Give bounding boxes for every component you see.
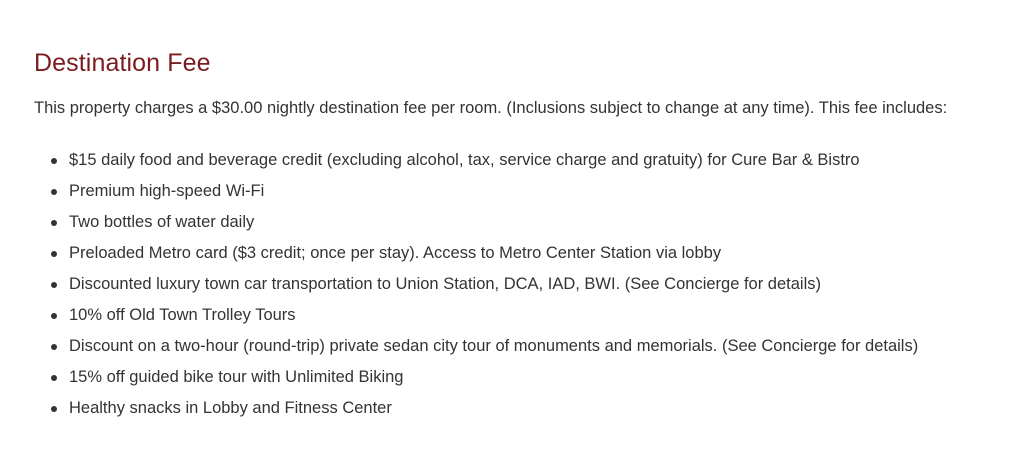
list-item-text: Healthy snacks in Lobby and Fitness Center <box>69 399 392 417</box>
list-item <box>34 393 1004 424</box>
section-title: Destination Fee <box>34 49 211 77</box>
bullet-icon <box>51 375 57 381</box>
list-item <box>34 176 1004 207</box>
bullet-icon <box>51 313 57 319</box>
list-item-text: Discounted luxury town car transportation to Union Station, DCA, IAD, BWI. (See Concierge for details) <box>69 275 821 293</box>
list-item-text: Preloaded Metro card ($3 credit; once per stay). Access to Metro Center Station via lobby <box>69 244 722 262</box>
bullet-icon <box>51 220 57 226</box>
intro-paragraph: This property charges a $30.00 nightly destination fee per room. (Inclusions subject to change at any time). This fee includes: <box>34 99 948 117</box>
bullet-icon <box>51 251 57 257</box>
list-item-text: Discount on a two-hour (round-trip) private sedan city tour of monuments and memorials. (See Concierge for details) <box>69 337 919 355</box>
bullet-icon <box>51 282 57 288</box>
list-item-text: Two bottles of water daily <box>69 213 255 231</box>
bullet-icon <box>51 189 57 195</box>
list-item-text: 10% off Old Town Trolley Tours <box>69 306 296 324</box>
list-item <box>34 145 1004 176</box>
bullet-icon <box>51 406 57 412</box>
inclusions-list <box>34 145 1004 424</box>
list-item <box>34 207 1004 238</box>
list-item-text: $15 daily food and beverage credit (excluding alcohol, tax, service charge and gratuity) for Cure Bar & Bistro <box>69 151 860 169</box>
list-item-text: 15% off guided bike tour with Unlimited Biking <box>69 368 404 386</box>
list-item <box>34 238 1004 269</box>
bullet-icon <box>51 158 57 164</box>
list-item <box>34 362 1004 393</box>
list-item-text: Premium high-speed Wi-Fi <box>69 182 265 200</box>
bullet-icon <box>51 344 57 350</box>
list-item <box>34 331 1004 362</box>
list-item <box>34 300 1004 331</box>
list-item <box>34 269 1004 300</box>
destination-fee-section <box>34 48 1004 424</box>
